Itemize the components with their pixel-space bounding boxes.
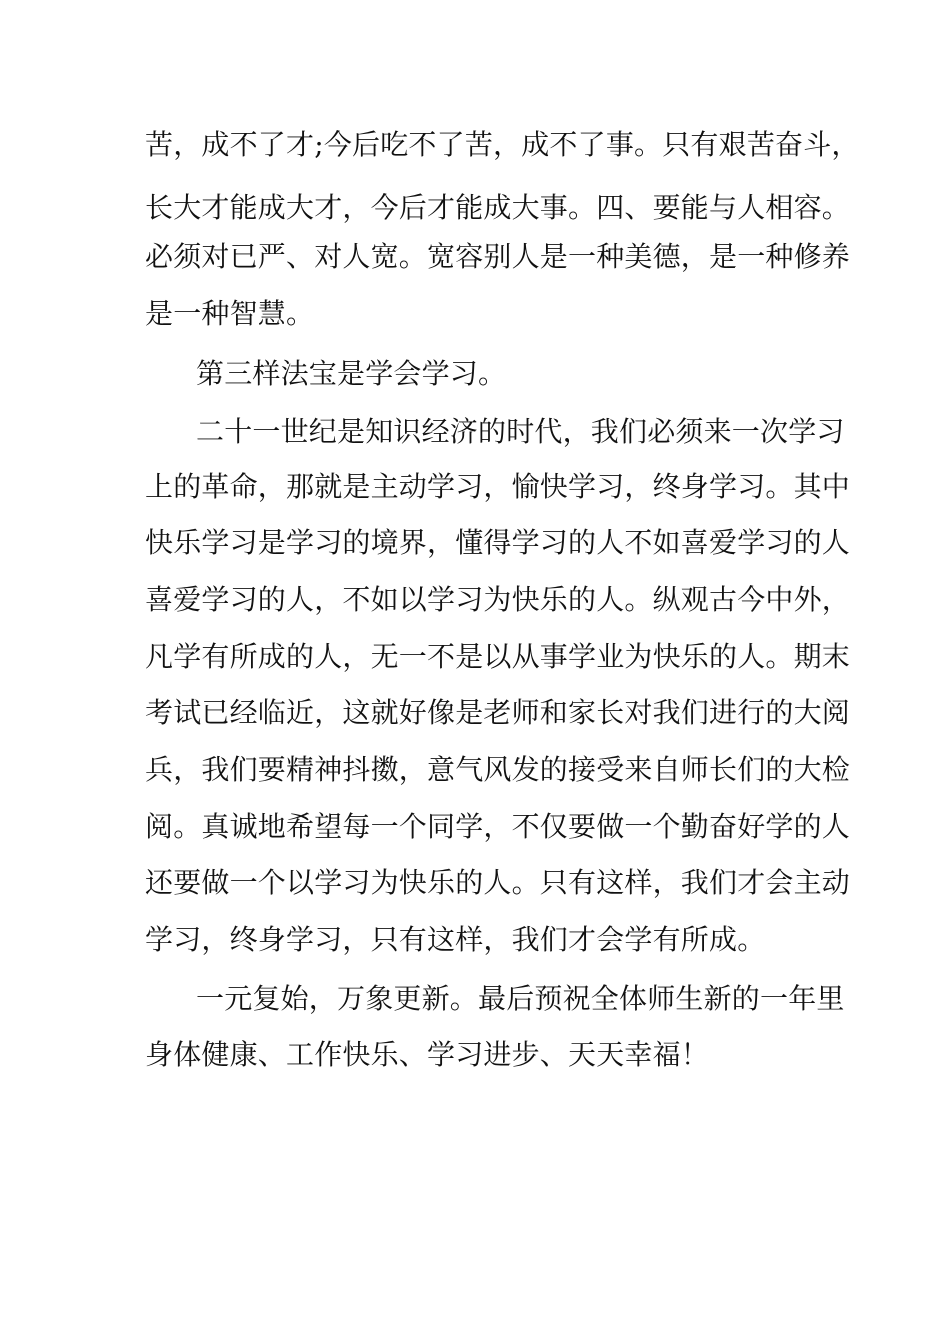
text-line: 上的革命，那就是主动学习，愉快学习，终身学习。其中: [145, 470, 851, 503]
text-line: 阅。真诚地希望每一个同学，不仅要做一个勤奋好学的人: [145, 810, 851, 843]
section-heading: 第三样法宝是学会学习。: [196, 357, 507, 390]
text-line: 身体健康、工作快乐、学习进步、天天幸福！: [145, 1038, 710, 1071]
text-line: 考试已经临近，这就好像是老师和家长对我们进行的大阅: [145, 696, 851, 729]
text-line: 苦，成不了才;今后吃不了苦，成不了事。只有艰苦奋斗，: [145, 128, 860, 161]
text-line: 必须对已严、对人宽。宽容别人是一种美德，是一种修养: [145, 240, 851, 273]
paragraph-start: 一元复始，万象更新。最后预祝全体师生新的一年里: [196, 982, 845, 1015]
text-line: 喜爱学习的人，不如以学习为快乐的人。纵观古今中外，: [145, 583, 851, 616]
text-line: 快乐学习是学习的境界，懂得学习的人不如喜爱学习的人: [145, 526, 851, 559]
text-line: 是一种智慧。: [145, 297, 315, 330]
text-line: 凡学有所成的人，无一不是以从事学业为快乐的人。期末: [145, 640, 851, 673]
text-line: 学习，终身学习，只有这样，我们才会学有所成。: [145, 923, 766, 956]
paragraph-start: 二十一世纪是知识经济的时代，我们必须来一次学习: [196, 415, 845, 448]
text-line: 长大才能成大才，今后才能成大事。四、要能与人相容。: [145, 191, 851, 224]
text-line: 还要做一个以学习为快乐的人。只有这样，我们才会主动: [145, 866, 851, 899]
text-line: 兵，我们要精神抖擞，意气风发的接受来自师长们的大检: [145, 753, 851, 786]
